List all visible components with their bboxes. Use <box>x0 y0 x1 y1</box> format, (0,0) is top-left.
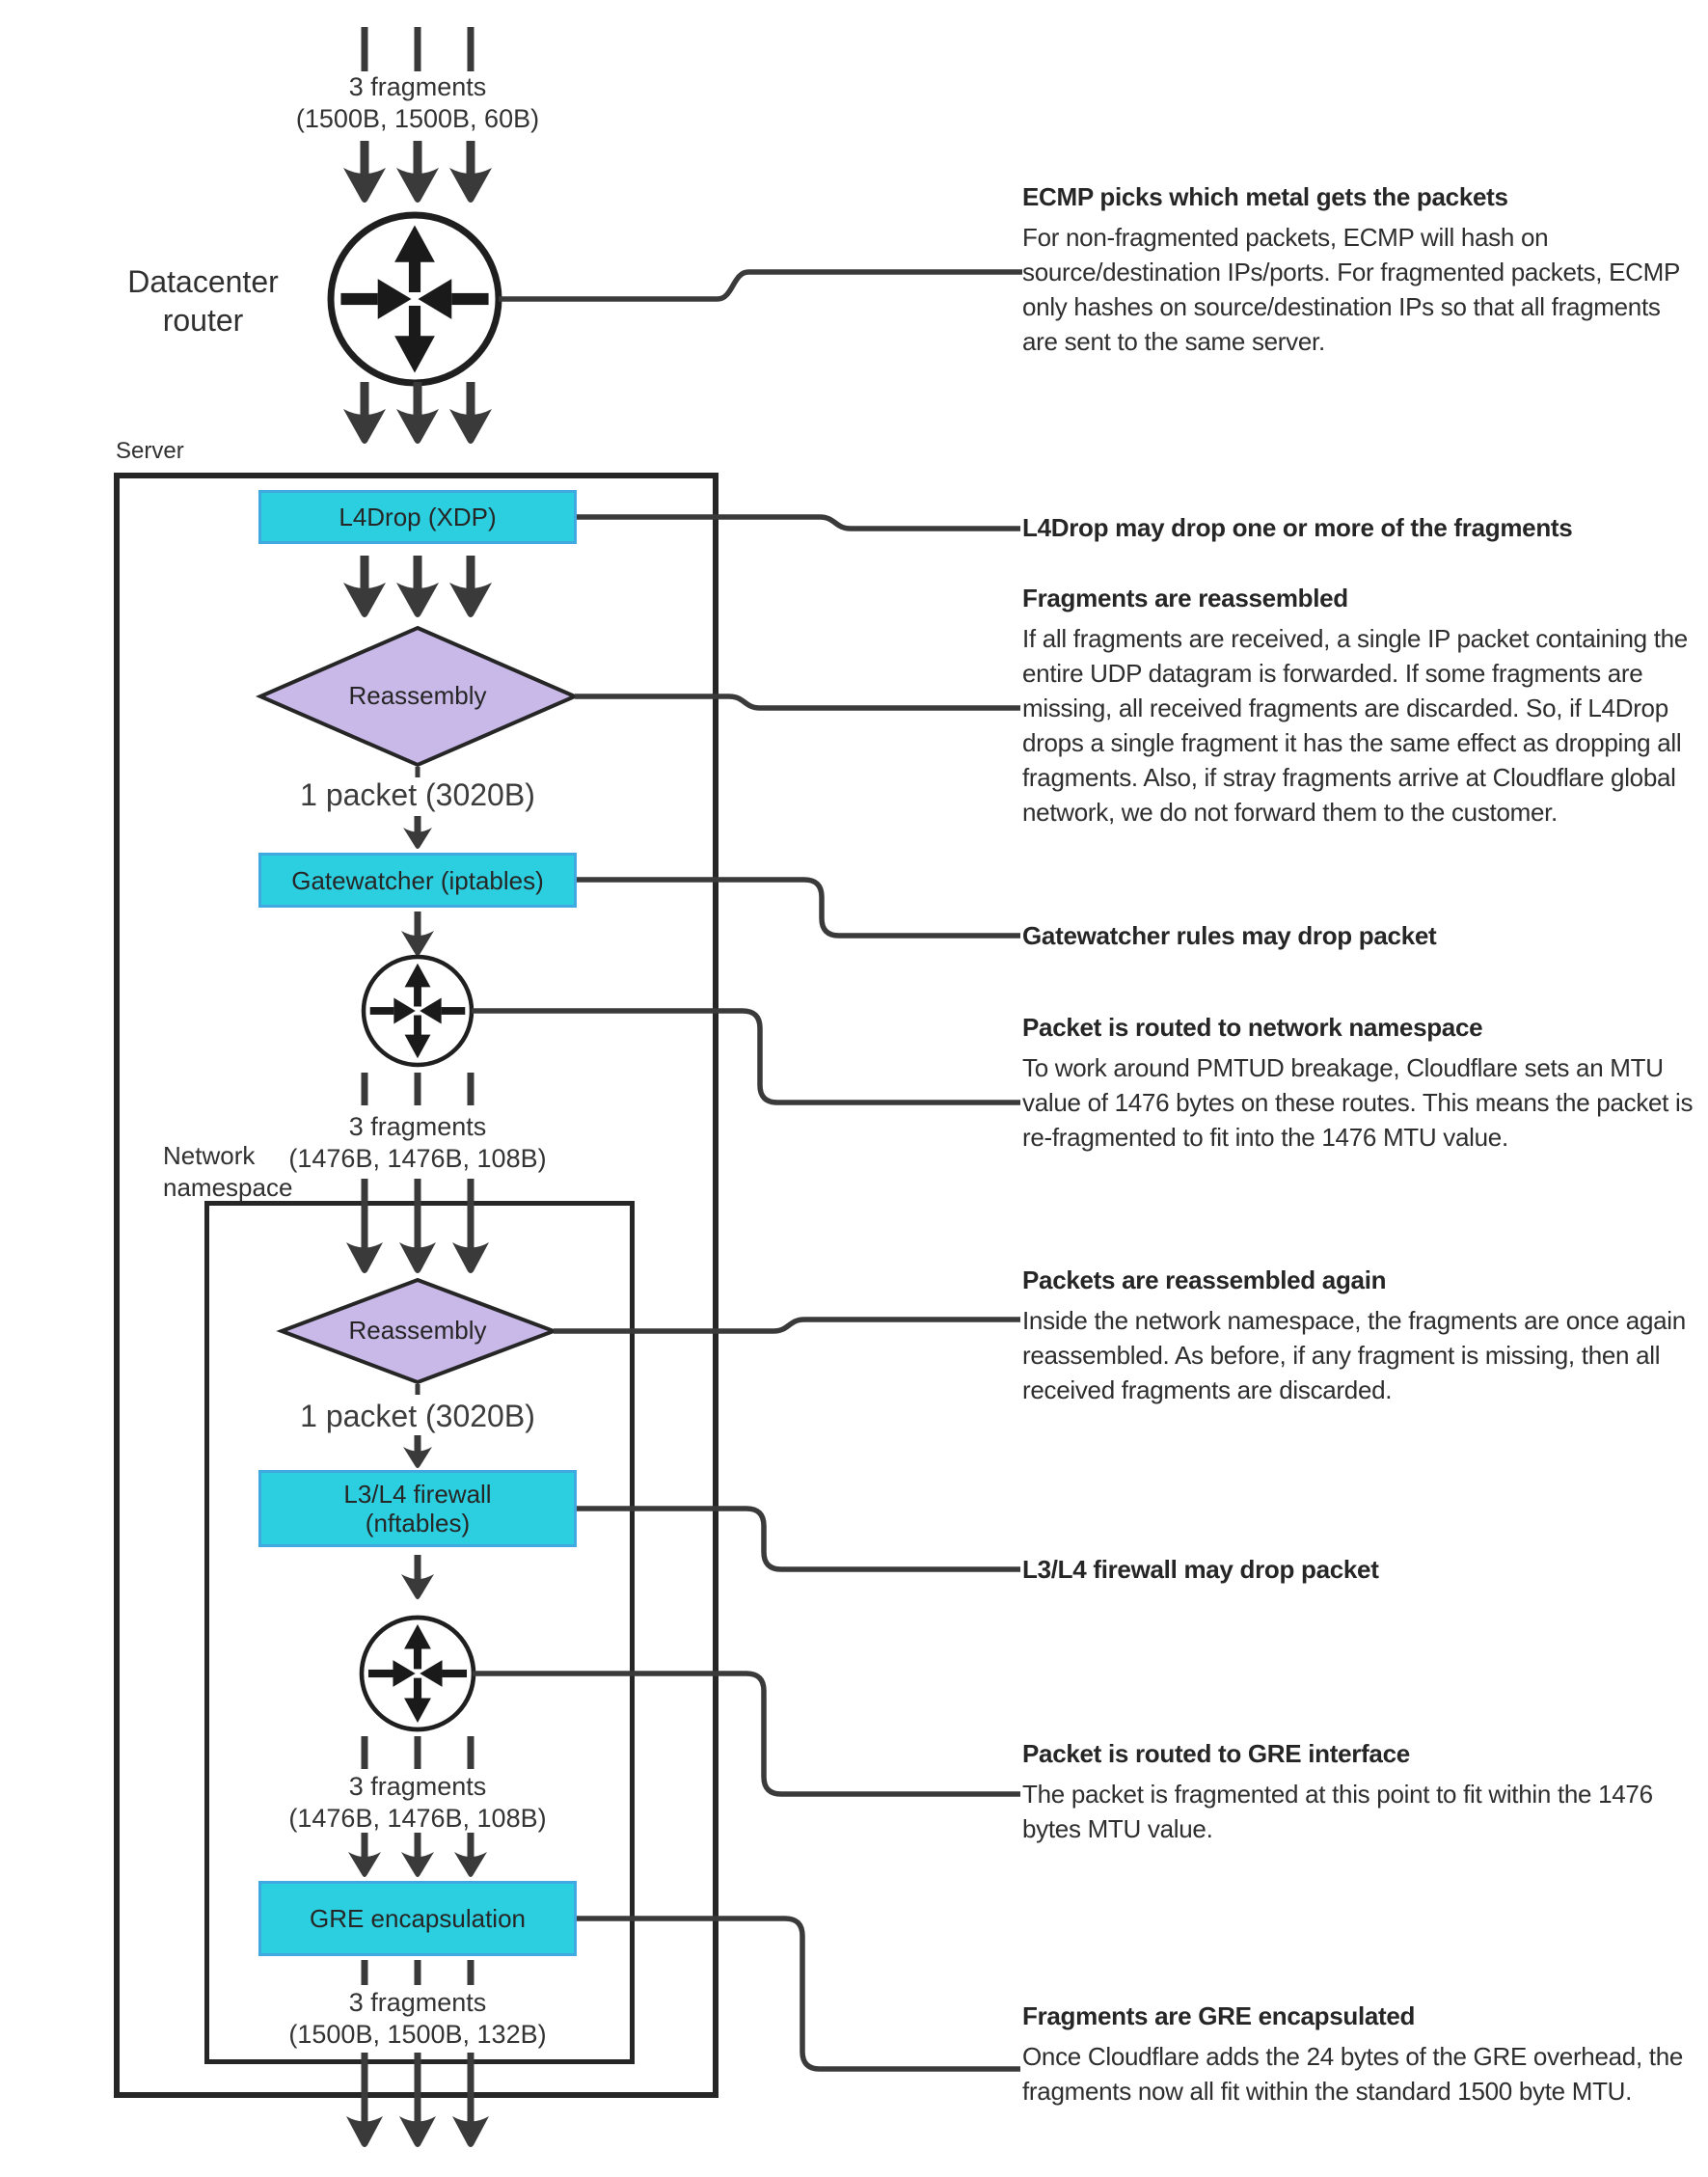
annotation-title: Packet is routed to GRE interface <box>1022 1739 1410 1768</box>
arrows-into-gre <box>348 1833 487 1877</box>
packet-label-2: 1 packet (3020B) <box>300 1399 535 1433</box>
bottom-fragments-label <box>225 1987 610 2051</box>
l4drop-node <box>258 490 577 544</box>
gre-node <box>258 1881 577 1956</box>
annotation-title: ECMP picks which metal gets the packets <box>1022 182 1508 211</box>
fragment-sizes: (1500B, 1500B, 132B) <box>288 2020 547 2049</box>
arrows-into-datacenter-router <box>343 141 492 203</box>
namespace-router-icon <box>364 957 472 1065</box>
packet-label-1: 1 packet (3020B) <box>300 777 535 812</box>
annotation-title: Packets are reassembled again <box>1022 1265 1387 1294</box>
annotation-reassembled-again <box>1022 1263 1697 1407</box>
arrows-l4drop-to-reassembly <box>343 556 492 617</box>
top-fragment-stubs <box>365 27 471 71</box>
annotation-title: L4Drop may drop one or more of the fragments <box>1022 513 1573 542</box>
reassembly2-label: Reassembly <box>348 1316 487 1345</box>
arrows-into-server <box>343 382 492 444</box>
gatewatcher-node <box>258 853 577 908</box>
annotation-body: If all fragments are received, a single IP packet containing the entire UDP datagram is forwarded. If some fragments are missing, all received fragments are discarded. So, if L4Drop drops a single fragment it has the same effect as dropping all fragments. Also, if stray fragments arrive at Cloudflare global network, we do not forward them to the customer. <box>1022 624 1688 827</box>
gre-label: GRE encapsulation <box>309 1904 527 1933</box>
fragment-sizes: (1500B, 1500B, 60B) <box>295 104 540 133</box>
annotation-gre-interface <box>1022 1736 1697 1846</box>
gatewatcher-label: Gatewatcher (iptables) <box>291 865 544 895</box>
router3-fragments-label <box>225 1771 610 1835</box>
annotation-title: Fragments are GRE encapsulated <box>1022 2001 1416 2030</box>
server-label: Server <box>116 438 184 464</box>
arrow-firewall-to-router3 <box>401 1555 434 1599</box>
annotation-title: L3/L4 firewall may drop packet <box>1022 1555 1379 1584</box>
router3-fragment-stubs <box>365 1736 471 1769</box>
annotation-l4drop <box>1022 510 1697 551</box>
fragment-count: 3 fragments <box>348 72 487 101</box>
top-fragments-label <box>225 71 610 135</box>
annotation-reassembled <box>1022 581 1697 830</box>
annotation-ecmp <box>1022 179 1697 359</box>
annotation-body: For non-fragmented packets, ECMP will hash on source/destination IPs/ports. For fragmented packets, ECMP only hashes on source/destination IPs so that all fragments are sent to the same server. <box>1022 223 1680 356</box>
gre-fragment-stubs <box>365 1960 471 1985</box>
fragment-count: 3 fragments <box>348 1112 487 1141</box>
fragment-sizes: (1476B, 1476B, 108B) <box>288 1804 547 1833</box>
firewall-label-line1: L3/L4 firewall <box>343 1480 492 1509</box>
annotation-title: Fragments are reassembled <box>1022 584 1348 612</box>
annotation-gatewatcher <box>1022 918 1697 959</box>
annotation-firewall <box>1022 1552 1697 1592</box>
annotation-gre-encapsulated <box>1022 1999 1697 2109</box>
annotation-body: Inside the network namespace, the fragments are once again reassembled. As before, if any fragment is missing, then all received fragments are discarded. <box>1022 1306 1686 1404</box>
fragment-count: 3 fragments <box>348 1772 487 1801</box>
l4drop-label: L4Drop (XDP) <box>339 503 497 531</box>
annotation-body: The packet is fragmented at this point to fit within the 1476 bytes MTU value. <box>1022 1780 1653 1843</box>
exit-arrows <box>346 2053 489 2147</box>
network-namespace-label: Network namespace <box>163 1141 293 1202</box>
datacenter-router-label: Datacenter router <box>127 264 279 338</box>
datacenter-router-icon <box>331 215 499 383</box>
annotation-routed-namespace <box>1022 1010 1697 1155</box>
arrows-into-namespace <box>346 1179 489 1273</box>
annotation-title: Packet is routed to network namespace <box>1022 1013 1483 1042</box>
annotation-body: Once Cloudflare adds the 24 bytes of the GRE overhead, the fragments now all fit within the standard 1500 byte MTU. <box>1022 2042 1684 2106</box>
firewall-node <box>258 1470 577 1547</box>
annotation-title: Gatewatcher rules may drop packet <box>1022 921 1437 950</box>
gre-router-icon <box>362 1618 474 1729</box>
router2-fragment-stubs <box>365 1073 471 1105</box>
arrow-gatewatcher-to-router2 <box>401 912 434 956</box>
fragment-sizes: (1476B, 1476B, 108B) <box>288 1144 547 1173</box>
reassembly1-label: Reassembly <box>348 681 487 710</box>
firewall-label-line2: (nftables) <box>365 1509 471 1538</box>
fragment-count: 3 fragments <box>348 1988 487 2017</box>
annotation-body: To work around PMTUD breakage, Cloudflare sets an MTU value of 1476 bytes on these routes. This means the packet is re-fragmented to fit into the 1476 MTU value. <box>1022 1053 1694 1152</box>
